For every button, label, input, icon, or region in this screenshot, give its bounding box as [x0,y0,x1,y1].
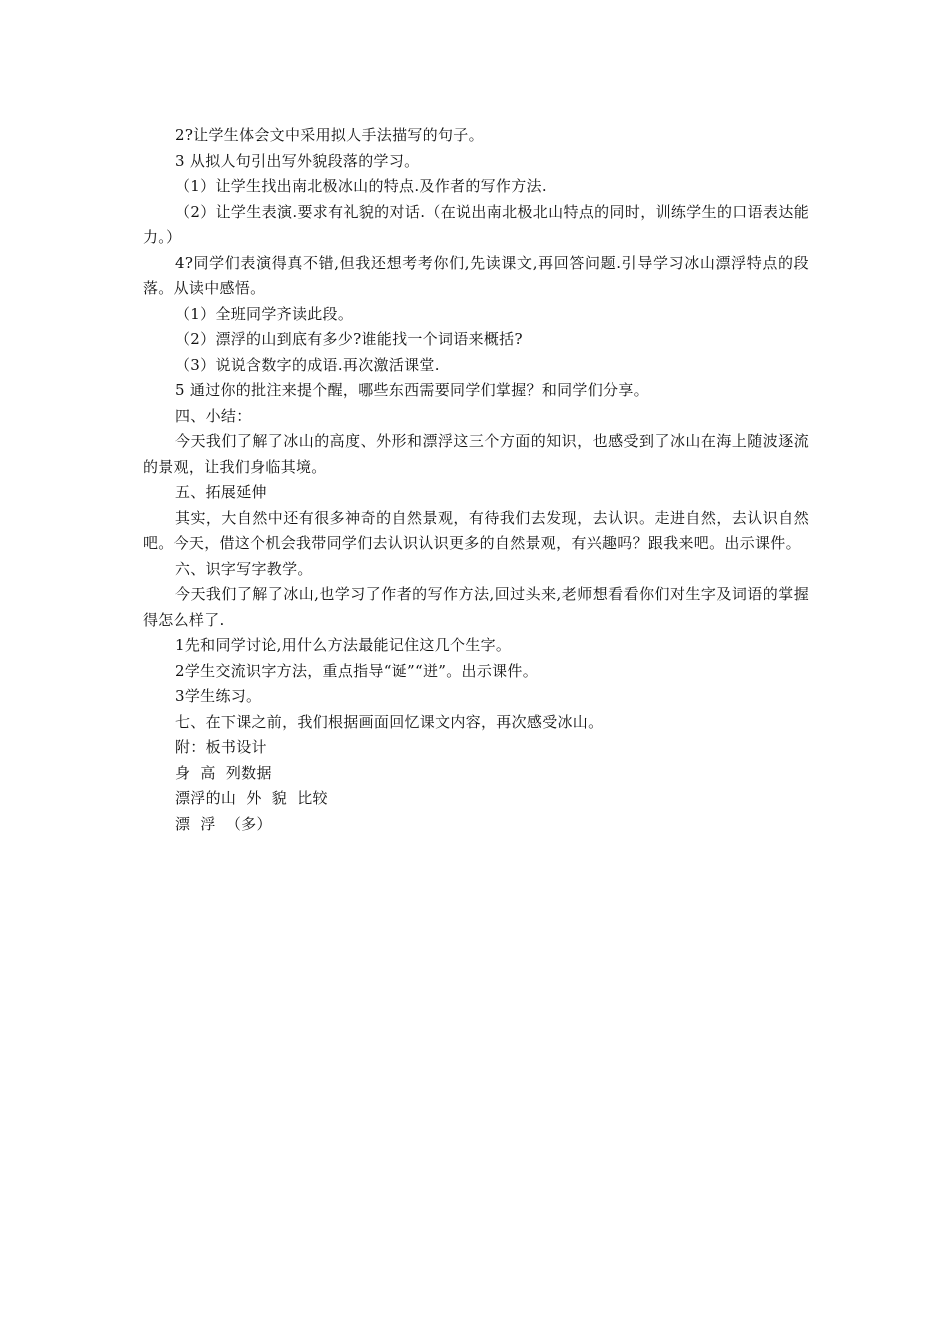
paragraph-literacy: 今天我们了解了冰山,也学习了作者的写作方法,回过头来,老师想看看你们对生字及词语的掌握得怎么样了. [143,585,809,629]
literacy-step-1: 1先和同学讨论,用什么方法最能记住这几个生字。 [175,636,512,654]
paragraph-2-personification: 2?让学生体会文中采用拟人手法描写的句子。 [175,126,484,144]
board-line-1: 身 高 列数据 [175,763,272,782]
literacy-step-3: 3学生练习。 [175,687,262,705]
heading-summary: 四、小结： [175,406,252,425]
paragraph-summary: 今天我们了解了冰山的高度、外形和漂浮这三个方面的知识，也感受到了冰山在海上随波逐流的景观，让我们身临其境。 [143,432,809,476]
paragraph-4-2: （2）漂浮的山到底有多少?谁能找一个词语来概括? [175,330,523,348]
paragraph-3-1: （1）让学生找出南北极冰山的特点.及作者的写作方法. [175,177,547,195]
paragraph-3-2: （2）让学生表演.要求有礼貌的对话.（在说出南北极北山特点的同时，训练学生的口语表达能力。） [143,202,809,246]
paragraph-4-1: （1）全班同学齐读此段。 [175,304,354,323]
document-body [143,123,809,837]
literacy-step-2: 2学生交流识字方法，重点指导“诞”“迸”。出示课件。 [175,661,539,680]
paragraph-4-3: （3）说说含数字的成语.再次激活课堂. [175,355,440,374]
heading-board-design: 附：板书设计 [175,738,267,756]
paragraph-3-appearance: 3 从拟人句引出写外貌段落的学习。 [175,151,420,170]
heading-literacy: 六、识字写字教学。 [175,559,313,578]
paragraph-5-annotation: 5 通过你的批注来提个醒，哪些东西需要同学们掌握？和同学们分享。 [175,381,649,399]
board-line-2: 漂浮的山 外 貌 比较 [175,789,328,807]
paragraph-4-floating: 4?同学们表演得真不错,但我还想考考你们,先读课文,再回答问题.引导学习冰山漂浮特点的段落。从读中感悟。 [143,253,809,297]
board-line-3: 漂 浮 （多） [175,814,272,833]
heading-review: 七、在下课之前，我们根据画面回忆课文内容，再次感受冰山。 [175,712,604,731]
paragraph-extension: 其实，大自然中还有很多神奇的自然景观，有待我们去发现，去认识。走进自然，去认识自然吧。今天，借这个机会我带同学们去认识认识更多的自然景观，有兴趣吗？跟我来吧。出示课件。 [143,508,809,552]
heading-extension: 五、拓展延伸 [175,483,267,501]
